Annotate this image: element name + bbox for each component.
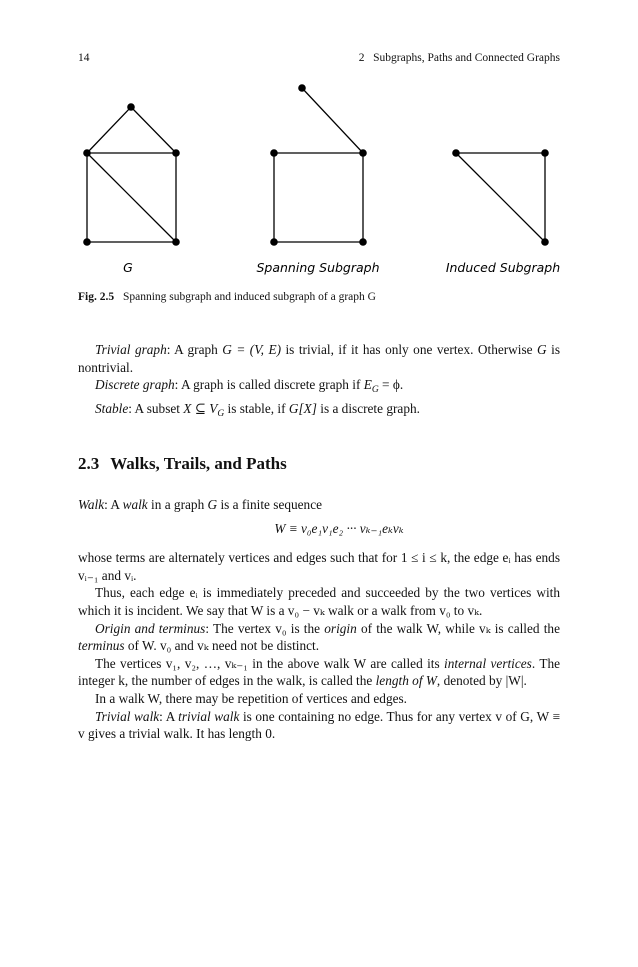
running-chapter-title: 2 Subgraphs, Paths and Connected Graphs bbox=[358, 52, 560, 64]
edge bbox=[87, 107, 131, 153]
math-sub: G bbox=[217, 408, 225, 419]
emphasis: origin bbox=[324, 620, 357, 636]
math: G bbox=[537, 342, 547, 357]
text: : A subset bbox=[128, 400, 184, 416]
graph-spanning-subgraph bbox=[274, 88, 363, 242]
graph-g bbox=[87, 107, 176, 242]
walk-section-body bbox=[78, 496, 560, 743]
term: Stable bbox=[95, 400, 129, 416]
vertex bbox=[270, 238, 278, 246]
walk-definition bbox=[78, 496, 560, 514]
vertex bbox=[541, 149, 549, 157]
term: Discrete graph bbox=[95, 377, 175, 393]
term: Trivial walk bbox=[95, 708, 160, 724]
math-sub: G bbox=[371, 385, 379, 396]
trivial-walk-paragraph bbox=[78, 708, 560, 743]
figure-caption bbox=[78, 291, 376, 303]
text: of the walk W, while vₖ is called the bbox=[356, 620, 560, 636]
figure-graphs bbox=[60, 78, 580, 288]
text: The vertices v₁, v₂, …, vₖ₋₁ in the above walk W are called its bbox=[95, 655, 445, 671]
label-induced-subgraph: Induced Subgraph bbox=[445, 260, 561, 275]
text: : The vertex v₀ is the bbox=[205, 620, 325, 636]
text: , denoted by |W|. bbox=[436, 673, 527, 689]
vertex bbox=[83, 238, 91, 246]
vertex bbox=[270, 149, 278, 157]
graph-g-vertices bbox=[83, 103, 180, 246]
edge bbox=[87, 153, 176, 242]
section-heading bbox=[78, 454, 287, 474]
graph-spanning-vertices bbox=[270, 84, 367, 246]
internal-vertices-paragraph bbox=[78, 655, 560, 690]
text: : A bbox=[159, 708, 179, 724]
term: Trivial graph bbox=[95, 342, 167, 357]
math: G = (V, E) bbox=[222, 342, 281, 357]
vertex bbox=[127, 103, 135, 111]
page-header bbox=[78, 52, 560, 68]
text: . The integer k, the number of edges in the walk, is called the bbox=[78, 655, 560, 689]
walk-equation: W ≡ v₀e₁v₁e₂ ··· vₖ₋₁eₖvₖ bbox=[274, 520, 404, 536]
text: is one containing no edge. Thus for any vertex v of G, W ≡ v gives a trivial walk. It has length 0. bbox=[78, 708, 560, 742]
text: is trivial, if it has only one vertex. Otherwise bbox=[281, 342, 538, 357]
math: G bbox=[207, 497, 218, 512]
term: Origin and terminus bbox=[95, 620, 206, 636]
discrete-graph-paragraph bbox=[78, 376, 560, 400]
emphasis: trivial walk bbox=[178, 708, 240, 724]
edge bbox=[456, 153, 545, 242]
vertex bbox=[359, 238, 367, 246]
vertex bbox=[172, 238, 180, 246]
graph-induced-subgraph bbox=[456, 153, 545, 242]
vertex bbox=[172, 149, 180, 157]
math: G[X] bbox=[288, 400, 317, 416]
stable-paragraph bbox=[78, 400, 560, 424]
vertex bbox=[83, 149, 91, 157]
text: : A graph is called discrete graph if bbox=[174, 377, 364, 393]
term: Walk bbox=[78, 497, 105, 512]
edge bbox=[302, 88, 363, 153]
math: X ⊆ V bbox=[183, 400, 218, 416]
vertex bbox=[298, 84, 306, 92]
vertex bbox=[541, 238, 549, 246]
repetition-paragraph: In a walk W, there may be repetition of vertices and edges. bbox=[95, 690, 407, 706]
vertex bbox=[359, 149, 367, 157]
caption-label: Fig. 2.5 bbox=[78, 291, 115, 303]
emphasis: terminus bbox=[78, 638, 125, 654]
text: : A graph bbox=[166, 342, 223, 357]
page-number: 14 bbox=[78, 52, 90, 64]
text: is stable, if bbox=[224, 400, 289, 416]
section-title: Walks, Trails, and Paths bbox=[110, 454, 287, 473]
text: is a discrete graph. bbox=[316, 400, 420, 416]
label-g: G bbox=[123, 260, 133, 275]
walk-paragraph-2: whose terms are alternately vertices and edges such that for 1 ≤ i ≤ k, the edge eᵢ has ends vᵢ₋₁ and vᵢ. bbox=[78, 550, 560, 583]
label-spanning-subgraph: Spanning Subgraph bbox=[256, 260, 380, 275]
emphasis: length of W bbox=[375, 673, 437, 689]
origin-terminus-paragraph bbox=[78, 620, 560, 655]
math: E bbox=[363, 377, 372, 393]
section-number: 2.3 bbox=[78, 454, 100, 473]
caption-text: Spanning subgraph and induced subgraph of a graph G bbox=[122, 291, 376, 303]
text: = ϕ. bbox=[378, 377, 404, 393]
trivial-graph-paragraph bbox=[78, 341, 560, 376]
walk-paragraph-3: Thus, each edge eᵢ is immediately preceded and succeeded by the two vertices with which it is incident. We say that W is a v₀ − vₖ walk or a walk from v₀ to vₖ. bbox=[78, 585, 560, 618]
text: in a graph bbox=[147, 497, 208, 512]
edge bbox=[131, 107, 176, 153]
definitions-block bbox=[78, 341, 560, 423]
vertex bbox=[452, 149, 460, 157]
emphasis: internal vertices bbox=[444, 655, 532, 671]
text: of W. v₀ and vₖ need not be distinct. bbox=[124, 638, 320, 654]
text: is nontrivial. bbox=[78, 342, 560, 375]
text: is a finite sequence bbox=[217, 497, 323, 512]
text: : A bbox=[104, 497, 123, 512]
emphasis: walk bbox=[122, 497, 148, 512]
